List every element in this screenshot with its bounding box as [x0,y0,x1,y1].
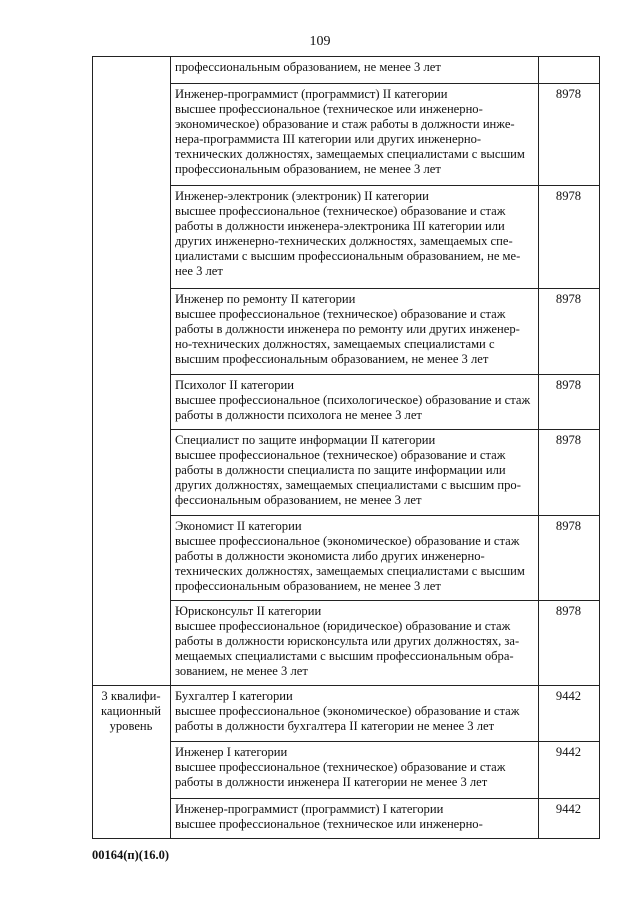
position-title: Инженер-программист (программист) I категории [175,802,444,816]
salary-cell: 8978 [539,430,600,516]
position-title: Инженер-программист (программист) II категории [175,87,448,101]
position-title: Юрисконсульт II категории [175,604,322,618]
position-description-cell [171,375,539,430]
salary-cell: 9442 [539,686,600,742]
position-description-cell [171,430,539,516]
qualification-level-cell: 3 квалифи-кационный уровень [93,686,171,839]
qualification-level-cell [93,57,171,686]
salary-cell: 8978 [539,601,600,686]
position-requirements: высшее профессиональное (экономическое) образование и стаж работы в должности экономиста либо других инженерно-технических должностях, замещаемых специалистами с высшим профессиональным образованием, не менее 3 лет [175,534,525,593]
position-requirements: высшее профессиональное (техническое) образование и стаж работы в должности инженера по ремонту или других инженер-но-технических должностях, замещаемых специалистами с высшим профессиональным образованием, не менее 3 лет [175,307,520,366]
position-requirements: высшее профессиональное (техническое или инженерно- [175,817,483,831]
position-description-cell [171,686,539,742]
salary-cell: 8978 [539,84,600,186]
position-description-cell [171,601,539,686]
salary-cell: 9442 [539,799,600,839]
salary-cell: 8978 [539,375,600,430]
position-description-cell [171,57,539,84]
position-requirements: высшее профессиональное (техническое) образование и стаж работы в должности инженера II категории не менее 3 лет [175,760,506,789]
salary-cell: 8978 [539,186,600,289]
table-row [93,57,600,84]
position-requirements: профессиональным образованием, не менее 3 лет [175,60,441,74]
position-title: Инженер I категории [175,745,288,759]
position-requirements: высшее профессиональное (экономическое) образование и стаж работы в должности бухгалтера II категории не менее 3 лет [175,704,520,733]
position-requirements: высшее профессиональное (техническое) образование и стаж работы в должности инженера-электроника III категории или других инженерно-технических должностях, замещаемых спе-циалистами с высшим профессиональным образованием, не ме-нее 3 лет [175,204,521,278]
page-number: 109 [309,34,331,49]
table-row [93,686,600,742]
position-description-cell [171,186,539,289]
qualification-salary-table [92,56,600,839]
position-title: Психолог II категории [175,378,295,392]
position-description-cell [171,516,539,601]
position-requirements: высшее профессиональное (техническое или инженерно-экономическое) образование и стаж работы в должности инже-нера-программиста III категории или других инженерно-технических должностях, замещаемых специалистами с высшим профессиональным образованием, не менее 3 лет [175,102,525,176]
position-title: Инженер-электроник (электроник) II категории [175,189,429,203]
position-requirements: высшее профессиональное (психологическое) образование и стаж работы в должности психолога не менее 3 лет [175,393,531,422]
position-title: Инженер по ремонту II категории [175,292,356,306]
salary-cell [539,57,600,84]
position-description-cell [171,289,539,375]
salary-cell: 8978 [539,516,600,601]
position-title: Бухгалтер I категории [175,689,293,703]
position-requirements: высшее профессиональное (техническое) образование и стаж работы в должности специалиста по защите информации или других должностях, замещаемых специалистами с высшим про-фессиональным образованием, не менее 3 лет [175,448,521,507]
position-description-cell [171,742,539,799]
position-title: Специалист по защите информации II категории [175,433,436,447]
position-description-cell [171,799,539,839]
position-description-cell [171,84,539,186]
salary-cell: 9442 [539,742,600,799]
position-requirements: высшее профессиональное (юридическое) образование и стаж работы в должности юрисконсульта или других должностях, за-мещаемых специалистами с высшим профессиональным обра-зованием, не менее 3 лет [175,619,520,678]
salary-cell: 8978 [539,289,600,375]
position-title: Экономист II категории [175,519,302,533]
document-code: 00164(п)(16.0) [92,848,169,862]
